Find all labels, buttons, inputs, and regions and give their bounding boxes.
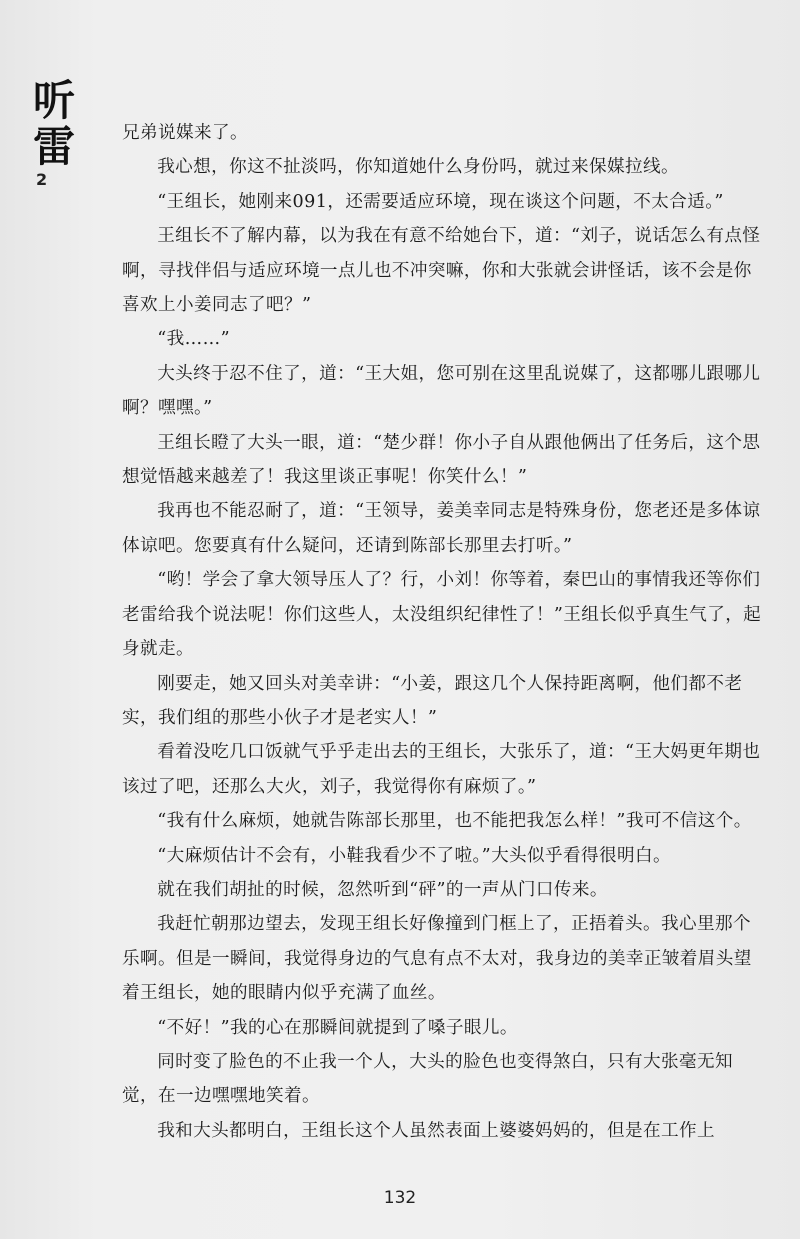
paragraph: 就在我们胡扯的时候，忽然听到“砰”的一声从门口传来。 [157, 879, 608, 900]
paragraph: 王组长不了解内幕，以为我在有意不给她台下，道：“刘子，说话怎么有点怪啊，寻找伴侣与适应环境一点儿也不冲突嘛，你和大张就会讲怪话，该不会是你喜欢上小姜同志了吧？” [122, 226, 761, 316]
paragraph: “我有什么麻烦，她就告陈部长那里，也不能把我怎么样！”我可不信这个。 [157, 811, 752, 832]
series-title: 听雷 [32, 76, 75, 171]
paragraph: 刚要走，她又回头对美幸讲：“小姜，跟这几个人保持距离啊，他们都不老实，我们组的那些小伙子才是老实人！” [122, 673, 743, 728]
paragraph: “王组长，她刚来091，还需要适应环境，现在谈这个问题，不太合适。” [157, 191, 724, 212]
paragraph: 我赶忙朝那边望去，发现王组长好像撞到门框上了，正捂着头。我心里那个乐啊。但是一瞬间，我觉得身边的气息有点不太对，我身边的美幸正皱着眉头望着王组长，她的眼睛内似乎充满了血丝。 [122, 914, 752, 1004]
paragraph: “我……” [157, 329, 230, 350]
paragraph: 兄弟说媒来了。 [122, 123, 248, 143]
paragraph: “哟！学会了拿大领导压人了？行，小刘！你等着，秦巴山的事情我还等你们老雷给我个说法呢！你们这些人，太没组织纪律性了！”王组长似乎真生气了，起身就走。 [122, 570, 762, 660]
paragraph: 我心想，你这不扯淡吗，你知道她什么身份吗，就过来保媒拉线。 [157, 157, 680, 178]
paragraph: 大头终于忍不住了，道：“王大姐，您可别在这里乱说媒了，这都哪儿跟哪儿啊？嘿嘿。” [122, 363, 761, 419]
page-number: 132 [383, 1188, 417, 1208]
paragraph: “大麻烦估计不会有，小鞋我看少不了啦。”大头似乎看得很明白。 [157, 845, 672, 866]
paragraph: 同时变了脸色的不止我一个人，大头的脸色也变得煞白，只有大张毫无知觉，在一边嘿嘿地笑着。 [122, 1051, 733, 1107]
paragraph: 王组长瞪了大头一眼，道：“楚少群！你小子自从跟他俩出了任务后，这个思想觉悟越来越差了！我这里谈正事呢！你笑什么！” [122, 432, 761, 488]
paragraph: “不好！”我的心在那瞬间就提到了嗓子眼儿。 [157, 1017, 518, 1038]
paragraph: 看着没吃几口饭就气乎乎走出去的王组长，大张乐了，道：“王大妈更年期也该过了吧，还那么大火，刘子，我觉得你有麻烦了。” [122, 742, 761, 797]
paragraph: 我和大头都明白，王组长这个人虽然表面上婆婆妈妈的，但是在工作上 [157, 1120, 715, 1141]
series-number: 2 [36, 170, 48, 189]
body-text [122, 116, 762, 1148]
paragraph: 我再也不能忍耐了，道：“王领导，姜美幸同志是特殊身份，您老还是多体谅体谅吧。您要真有什么疑问，还请到陈部长那里去打听。” [122, 501, 761, 556]
